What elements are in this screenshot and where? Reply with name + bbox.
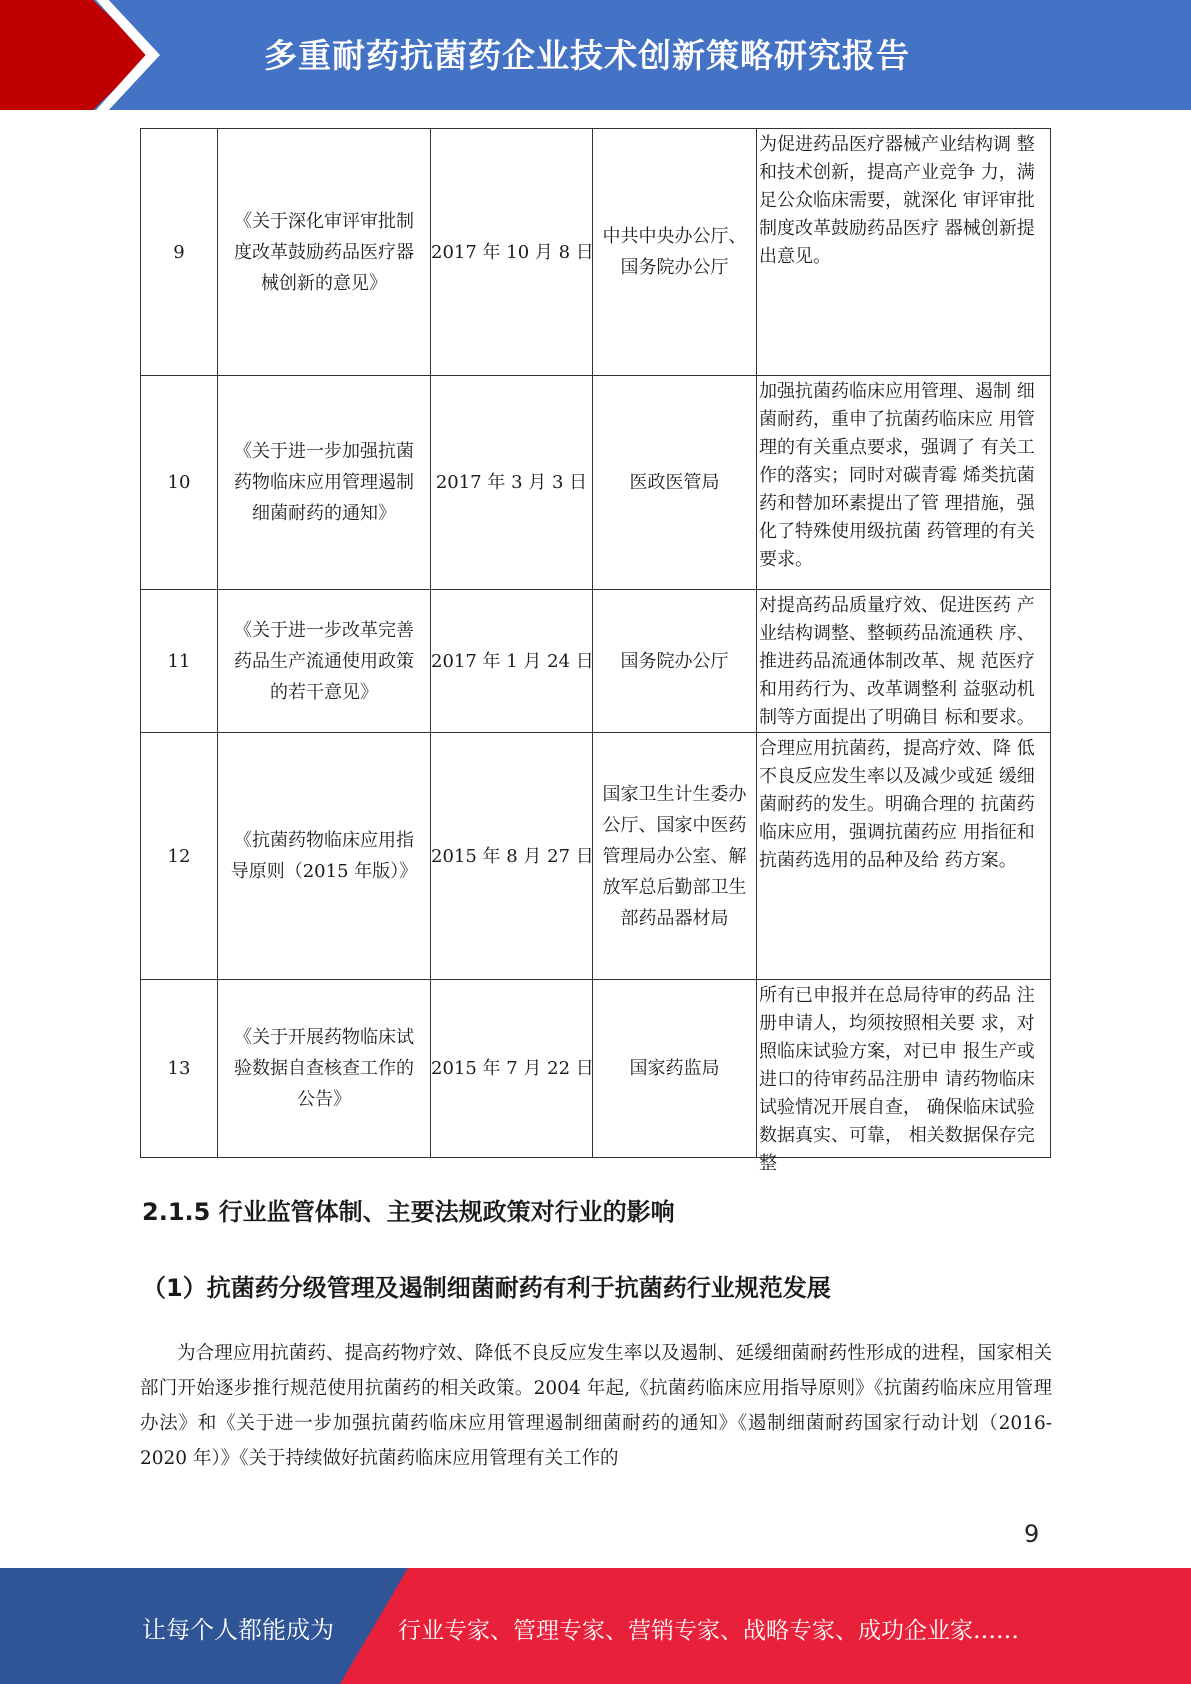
page-footer xyxy=(0,1568,1191,1684)
section-heading: 2.1.5 行业监管体制、主要法规政策对行业的影响 xyxy=(142,1198,675,1226)
issue-date: 2015 年 8 月 27 日 xyxy=(431,733,593,980)
policy-name: 《抗菌药物临床应用指导原则（2015 年版）》 xyxy=(218,733,431,980)
footer-slogan-right: 行业专家、管理专家、营销专家、战略专家、成功企业家…… xyxy=(398,1618,1019,1644)
row-number: 13 xyxy=(141,980,218,1158)
policy-summary-text: 所有已申报并在总局待审的药品 注册申请人，均须按照相关要 求，对照临床试验方案，对已申 报生产或进口的待审药品注册申 请药物临床试验情况开展自查， 确保临床试验数据真实、可靠， 相关数据保存完整 xyxy=(759,985,1035,1174)
issuing-authority: 中共中央办公厅、国务院办公厅 xyxy=(593,129,757,376)
table-row xyxy=(141,980,1051,1158)
policy-table xyxy=(140,128,1051,1174)
issuing-authority: 医政医管局 xyxy=(593,376,757,590)
row-number: 10 xyxy=(141,376,218,590)
policy-summary xyxy=(757,590,1051,733)
policy-table-container xyxy=(140,128,1051,1174)
page-header xyxy=(0,0,1191,110)
body-paragraph: 为合理应用抗菌药、提高药物疗效、降低不良反应发生率以及遏制、延缓细菌耐药性形成的进程，国家相关部门开始逐步推行规范使用抗菌药的相关政策。2004 年起,《抗菌药临床应用指导原则》《抗菌药临床应用管理办法》和《关于进一步加强抗菌药临床应用管理遏制细菌耐药的通知》《遏制细菌耐药国家行动计划（2016-2020 年）》《关于持续做好抗菌药临床应用管理有关工作的 xyxy=(140,1343,1052,1469)
row-number: 11 xyxy=(141,590,218,733)
policy-name: 《关于进一步加强抗菌药物临床应用管理遏制细菌耐药的通知》 xyxy=(218,376,431,590)
section-subheading: （1）抗菌药分级管理及遏制细菌耐药有利于抗菌药行业规范发展 xyxy=(142,1274,831,1302)
issue-date: 2017 年 10 月 8 日 xyxy=(431,129,593,376)
issuing-authority: 国务院办公厅 xyxy=(593,590,757,733)
page-number: 9 xyxy=(1024,1520,1040,1548)
row-number: 12 xyxy=(141,733,218,980)
table-row xyxy=(141,590,1051,733)
footer-slogan-left: 让每个人都能成为 xyxy=(142,1616,334,1644)
policy-summary-text: 为促进药品医疗器械产业结构调 整和技术创新，提高产业竞争 力，满足公众临床需要，就深化 审评审批制度改革鼓励药品医疗 器械创新提出意见。 xyxy=(759,134,1035,267)
table-row xyxy=(141,376,1051,590)
row-number: 9 xyxy=(141,129,218,376)
policy-summary-text: 对提高药品质量疗效、促进医药 产业结构调整、整顿药品流通秩 序、推进药品流通体制改革、规 范医疗和用药行为、改革调整利 益驱动机制等方面提出了明确目 标和要求。 xyxy=(759,595,1035,728)
policy-name: 《关于进一步改革完善药品生产流通使用政策的若干意见》 xyxy=(218,590,431,733)
issue-date: 2017 年 3 月 3 日 xyxy=(431,376,593,590)
policy-name: 《关于开展药物临床试验数据自查核查工作的公告》 xyxy=(218,980,431,1158)
policy-name: 《关于深化审评审批制度改革鼓励药品医疗器械创新的意见》 xyxy=(218,129,431,376)
policy-summary xyxy=(757,129,1051,376)
policy-summary xyxy=(757,376,1051,590)
header-red-wedge xyxy=(0,0,150,110)
report-title: 多重耐药抗菌药企业技术创新策略研究报告 xyxy=(264,36,910,75)
issue-date: 2015 年 7 月 22 日 xyxy=(431,980,593,1158)
policy-summary xyxy=(757,980,1051,1174)
body-text xyxy=(140,1336,1052,1476)
issuing-authority: 国家卫生计生委办公厅、国家中医药管理局办公室、解放军总后勤部卫生部药品器材局 xyxy=(593,733,757,980)
table-row xyxy=(141,733,1051,980)
issuing-authority: 国家药监局 xyxy=(593,980,757,1158)
policy-summary xyxy=(757,733,1051,980)
table-row xyxy=(141,129,1051,376)
issue-date: 2017 年 1 月 24 日 xyxy=(431,590,593,733)
policy-summary-text: 合理应用抗菌药，提高疗效、降 低不良反应发生率以及减少或延 缓细菌耐药的发生。明确合理的 抗菌药临床应用，强调抗菌药应 用指征和抗菌药选用的品种及给 药方案。 xyxy=(759,738,1035,871)
policy-summary-text: 加强抗菌药临床应用管理、遏制 细菌耐药，重申了抗菌药临床应 用管理的有关重点要求，强调了 有关工作的落实；同时对碳青霉 烯类抗菌药和替加环素提出了管 理措施，强化了特殊使用级抗菌 药管理的有关要求。 xyxy=(759,381,1035,570)
